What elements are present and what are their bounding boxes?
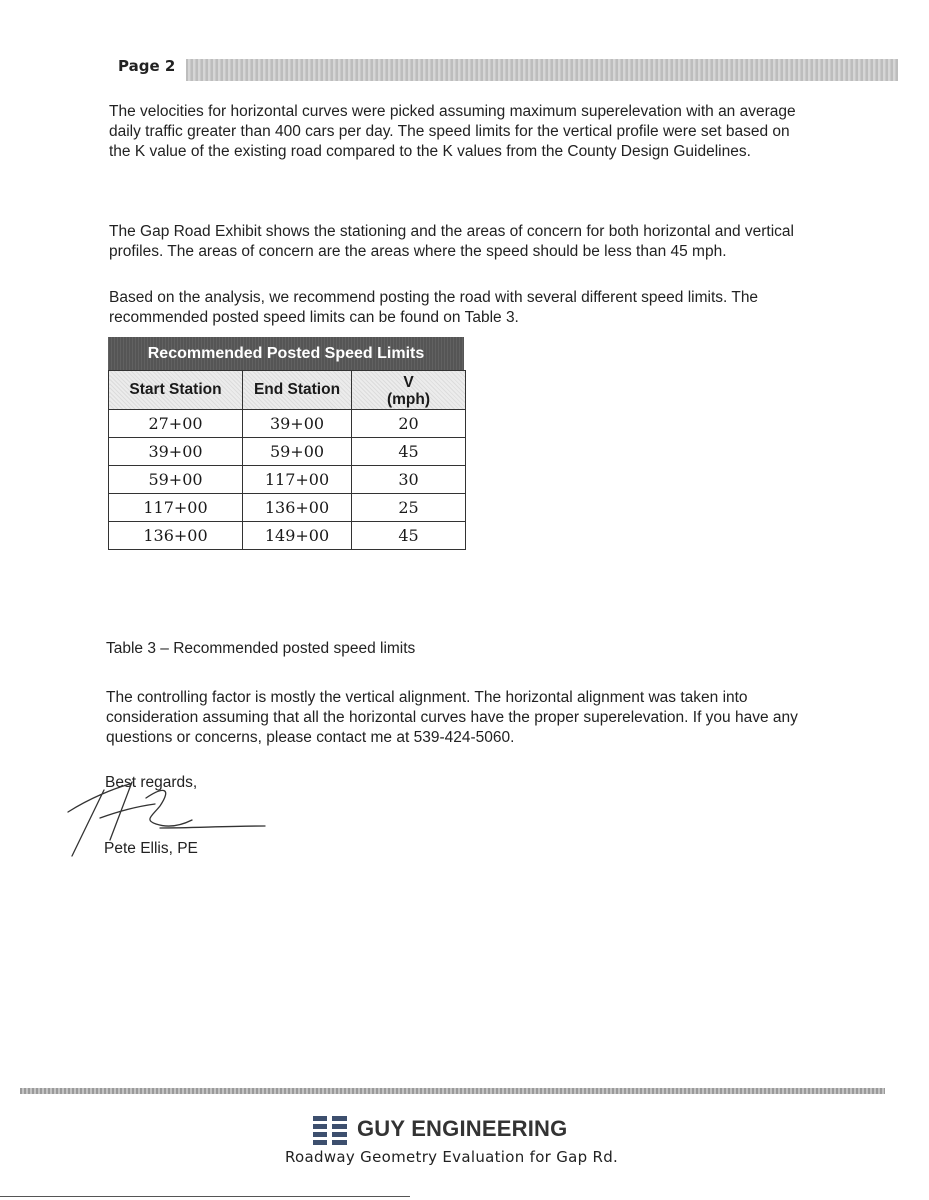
col-start-station: Start Station [109,371,243,410]
guy-engineering-logo-icon [313,1114,347,1146]
cell-start: 27+00 [109,410,243,438]
cell-start: 39+00 [109,438,243,466]
table-row [109,410,466,438]
table-row [109,466,466,494]
footer-subtitle: Roadway Geometry Evaluation for Gap Rd. [285,1148,619,1166]
table-title: Recommended Posted Speed Limits [108,337,464,370]
cell-start: 136+00 [109,522,243,550]
col-end-station: End Station [243,371,352,410]
speed-limit-table [108,337,464,550]
bottom-rule [0,1196,410,1197]
table-row [109,438,466,466]
table-row [109,522,466,550]
cell-speed: 20 [352,410,466,438]
cell-end: 149+00 [243,522,352,550]
cell-speed: 30 [352,466,466,494]
cell-end: 136+00 [243,494,352,522]
paragraph-velocities: The velocities for horizontal curves were picked assuming maximum superelevation with an average daily traffic greater than 400 cars per day. The speed limits for the vertical profile were set based on the K value of the existing road compared to the K values from the County Design Guidelines. [109,103,796,160]
table-row [109,494,466,522]
paragraph-controlling-factor: The controlling factor is mostly the vertical alignment. The horizontal alignment was taken into consideration assuming that all the horizontal curves have the proper superelevation. If you have any questions or concerns, please contact me at 539-424-5060. [106,689,798,746]
cell-end: 117+00 [243,466,352,494]
footer-rule [20,1088,885,1094]
speed-table-grid [108,370,466,550]
cell-start: 117+00 [109,494,243,522]
company-name: GUY ENGINEERING [357,1116,568,1141]
signature-name: Pete Ellis, PE [104,840,198,857]
cell-speed: 45 [352,522,466,550]
paragraph-recommendation: Based on the analysis, we recommend posting the road with several different speed limits. The recommended posted speed limits can be found on Table 3. [109,289,759,326]
table-header-row [109,371,466,410]
paragraph-exhibit: The Gap Road Exhibit shows the stationing and the areas of concern for both horizontal and vertical profiles. The areas of concern are the areas where the speed should be less than 45 mph. [109,223,794,260]
cell-start: 59+00 [109,466,243,494]
col-speed-label: V [403,374,414,391]
closing-line: Best regards, [105,774,198,791]
cell-end: 39+00 [243,410,352,438]
footer-logo [313,1114,613,1146]
cell-end: 59+00 [243,438,352,466]
page-header [118,55,898,83]
table-caption: Table 3 – Recommended posted speed limits [106,640,416,657]
cell-speed: 25 [352,494,466,522]
col-speed [352,371,466,410]
cell-speed: 45 [352,438,466,466]
col-speed-unit: (mph) [386,391,431,408]
page-label: Page 2 [118,57,176,75]
header-bar [186,59,898,81]
